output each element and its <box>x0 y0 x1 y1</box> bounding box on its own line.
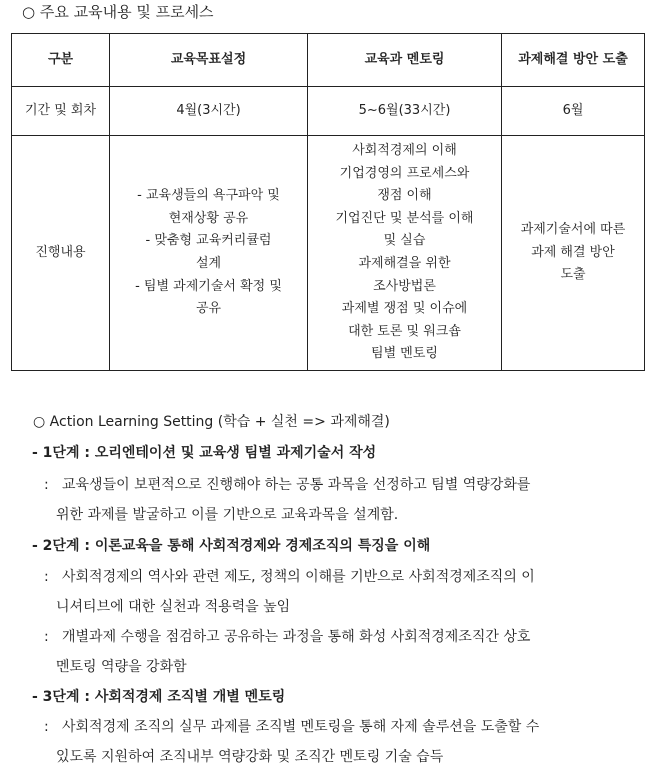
header-solution: 과제해결 방안 도출 <box>502 34 645 87</box>
content-line: 현재상황 공유 <box>168 210 249 226</box>
step-3-paragraph <box>44 712 644 772</box>
table-row-content <box>12 136 645 371</box>
para-line: 교육생들이 보편적으로 진행해야 하는 공통 과목을 선정하고 팀별 역량강화를 <box>62 477 531 493</box>
bullet-colon: : <box>44 569 49 585</box>
content-line: 및 실습 <box>383 233 426 249</box>
bullet-colon: : <box>44 629 49 645</box>
cell-period-goal: 4월(3시간) <box>110 87 308 136</box>
para-line: 멘토링 역량을 강화함 <box>56 659 187 675</box>
content-line: 대한 토론 및 워크숍 <box>348 323 461 339</box>
content-line: 설계 <box>195 256 222 271</box>
header-goal-setting: 교육목표설정 <box>110 34 308 87</box>
step-1-paragraph <box>44 470 644 530</box>
cell-content-education <box>308 136 502 371</box>
cell-period-solution: 6월 <box>502 87 645 136</box>
step-2-title: - 2단계 : 이론교육을 통해 사회적경제와 경제조직의 특징을 이해 <box>32 538 431 554</box>
para-line: 개별과제 수행을 점검하고 공유하는 과정을 통해 화성 사회적경제조직간 상호 <box>62 629 531 645</box>
content-line: - 맞춤형 교육커리큘럼 <box>145 233 272 249</box>
para-line: 위한 과제를 발굴하고 이를 기반으로 교육과목을 설계함. <box>56 507 399 523</box>
content-line: 기업경영의 프로세스와 <box>339 165 470 181</box>
content-line: 팀별 멘토링 <box>371 346 438 362</box>
content-line: - 팀별 과제기술서 확정 및 <box>135 278 282 294</box>
cell-content-solution <box>502 136 645 371</box>
content-line: 공유 <box>195 301 222 317</box>
content-line: 사회적경제의 이해 <box>352 143 457 159</box>
content-line: 기업진단 및 분석를 이해 <box>335 210 474 226</box>
content-line: - 교육생들의 욕구파악 및 <box>137 188 280 204</box>
para-line: 있도록 지원하여 조직내부 역량강화 및 조직간 멘토링 기술 습득 <box>56 749 444 765</box>
para-line: 사회적경제 조직의 실무 과제를 조직별 멘토링을 통해 자제 솔루션을 도출할 수 <box>62 719 540 735</box>
content-line: 과제 해결 방안 <box>531 244 615 260</box>
para-line: 니셔티브에 대한 실천과 적용력을 높임 <box>56 599 291 615</box>
section-heading: ○ 주요 교육내용 및 프로세스 <box>22 3 214 21</box>
step-3-title: - 3단계 : 사회적경제 조직별 개별 멘토링 <box>32 689 286 705</box>
header-education-mentoring: 교육과 멘토링 <box>308 34 502 87</box>
step-2-paragraph-2 <box>44 622 644 682</box>
cell-content-label: 진행내용 <box>12 136 110 371</box>
cell-period-education: 5~6월(33시간) <box>308 87 502 136</box>
content-line: 과제별 쟁점 및 이슈에 <box>341 301 468 317</box>
table-header-row <box>12 34 645 87</box>
cell-content-goal <box>110 136 308 371</box>
step-1-title: - 1단계 : 오리엔테이션 및 교육생 팀별 과제기술서 작성 <box>32 445 377 461</box>
content-line: 쟁점 이해 <box>377 188 432 204</box>
table-row-period <box>12 87 645 136</box>
para-line: 사회적경제의 역사와 관련 제도, 정책의 이해를 기반으로 사회적경제조직의 이 <box>62 569 535 585</box>
content-line: 도출 <box>560 267 586 283</box>
bullet-colon: : <box>44 477 49 493</box>
header-category: 구분 <box>12 34 110 87</box>
content-line: 과제기술서에 따른 <box>520 222 626 238</box>
cell-period-label: 기간 및 회차 <box>12 87 110 136</box>
step-2-paragraph-1 <box>44 562 644 622</box>
process-table <box>11 33 645 371</box>
bullet-colon: : <box>44 719 49 735</box>
content-line: 과제해결을 위한 <box>358 256 451 271</box>
content-line: 조사방법론 <box>373 278 436 294</box>
action-learning-title: ○ Action Learning Setting (학습 + 실천 => 과제해결) <box>33 414 390 430</box>
